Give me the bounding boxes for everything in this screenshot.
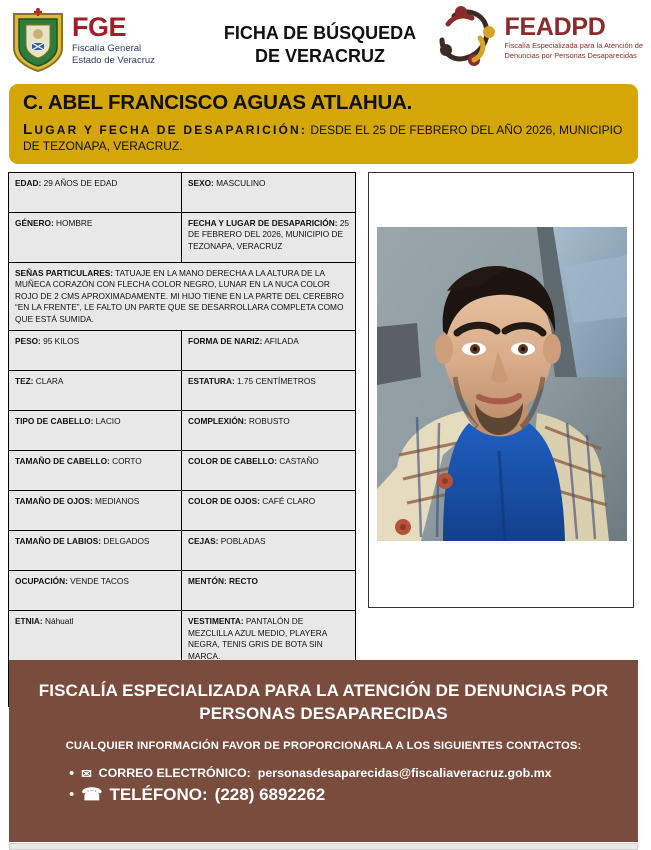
field-tamano-cabello-label: TAMAÑO DE CABELLO: <box>15 456 110 467</box>
feadpd-subtitle-line2: Denuncias por Personas Desaparecidas <box>504 50 637 60</box>
field-peso-label: PESO: <box>15 336 41 347</box>
feadpd-logo <box>434 6 643 68</box>
bottom-strip <box>9 843 638 850</box>
table-row <box>9 571 355 611</box>
field-color-cabello-label: COLOR DE CABELLO: <box>188 456 277 467</box>
fge-subtitle-line2: Estado de Veracruz <box>72 54 155 66</box>
list-bullet: • <box>69 786 75 804</box>
field-color-ojos-value: CAFÉ CLARO <box>259 496 316 507</box>
fge-acronym: FGE <box>72 12 127 43</box>
photo-frame <box>368 172 634 608</box>
field-edad <box>9 173 182 212</box>
envelope-icon: ✉ <box>81 766 92 781</box>
footer-contact-band <box>9 660 638 842</box>
field-sexo-value: MASCULINO <box>213 178 266 188</box>
field-estatura <box>182 371 355 410</box>
table-row <box>9 263 355 331</box>
field-tamano-labios-label: TAMAÑO DE LABIOS: <box>15 536 102 547</box>
field-sexo <box>182 173 355 212</box>
page-title <box>195 22 445 69</box>
person-details-table <box>8 172 356 707</box>
veracruz-state-shield-icon <box>10 8 66 72</box>
field-genero-label: GÉNERO: <box>15 218 54 228</box>
field-menton-label: MENTÓN: <box>188 576 227 587</box>
field-tez <box>9 371 182 410</box>
field-color-cabello <box>182 451 355 490</box>
field-tamano-ojos-label: TAMAÑO DE OJOS: <box>15 496 93 507</box>
page-title-line1: FICHA DE BÚSQUEDA <box>223 23 417 43</box>
field-estatura-value: 1.75 CENTÍMETROS <box>234 376 316 387</box>
field-tez-label: TEZ: <box>15 376 34 387</box>
field-genero <box>9 213 182 262</box>
table-row <box>9 491 355 531</box>
name-banner <box>9 84 638 164</box>
contact-phone-value[interactable]: (228) 6892262 <box>214 784 326 804</box>
person-photo <box>377 227 627 541</box>
table-row <box>9 451 355 491</box>
page-title-line2: DE VERACRUZ <box>254 46 385 67</box>
field-etnia <box>9 611 182 667</box>
field-menton <box>182 571 355 610</box>
field-genero-value: HOMBRE <box>53 218 93 228</box>
place-value: DESDE EL 25 DE FEBRERO DEL AÑO 2026, MUNICIPIO DE TEZONAPA, VERACRUZ. <box>23 122 623 154</box>
contact-phone-label: TELÉFONO: <box>109 784 208 804</box>
table-row <box>9 173 355 213</box>
field-menton-value: RECTO <box>226 576 258 587</box>
feadpd-acronym: FEADPD <box>504 12 606 41</box>
field-color-ojos-label: COLOR DE OJOS: <box>188 496 260 507</box>
field-complexion-value: ROBUSTO <box>246 416 290 427</box>
field-tamano-labios-value: DELGADOS <box>101 536 150 547</box>
field-senas-particulares <box>9 263 355 330</box>
field-edad-value: 29 AÑOS DE EDAD <box>41 178 118 188</box>
field-vestimenta-value: PANTALÓN DE MEZCLILLA AZUL MEDIO, PLAYERA NEGRA, TENIS GRIS DE BOTA SIN MARCA. <box>188 616 327 661</box>
field-tamano-ojos <box>9 491 182 530</box>
poster-header <box>0 0 651 82</box>
field-forma-nariz <box>182 331 355 370</box>
disappearance-place-line <box>23 120 624 155</box>
footer-subtitle: CUALQUIER INFORMACIÓN FAVOR DE PROPORCIONARLA A LOS SIGUIENTES CONTACTOS: <box>65 739 582 752</box>
field-tipo-cabello-value: LACIO <box>93 416 121 427</box>
field-senas-value: TATUAJE EN LA MANO DERECHA A LA ALTURA DE LA MUÑECA CORAZÓN CON FLECHA COLOR NEGRO, LUNAR EN LA NUCA COLOR ROJO DE 2 CMS APROXIMADAMENTE. MI HIJO TIENE EN LA PARTE DEL CEREBRO “EN LA FRENTE”, LE FALTO UN PARTE QUE SE DESARROLLARA COMPLETA COMO QUE ESTÁ SUMIDA. <box>15 268 344 324</box>
table-row <box>9 331 355 371</box>
field-edad-label: EDAD: <box>15 178 42 188</box>
field-fecha-lugar-value: 25 DE FEBRERO DEL 2026, MUNICIPIO DE TEZONAPA, VERACRUZ <box>188 218 350 251</box>
list-bullet: • <box>69 764 75 782</box>
footer-title-line1: FISCALÍA ESPECIALIZADA PARA LA ATENCIÓN DE DENUNCIAS POR <box>38 681 609 700</box>
table-row <box>9 371 355 411</box>
footer-title-line2: PERSONAS DESAPARECIDAS <box>199 703 448 723</box>
contact-phone[interactable] <box>69 785 620 805</box>
field-tamano-cabello-value: CORTO <box>109 456 142 467</box>
field-ocupacion-label: OCUPACIÓN: <box>15 576 68 587</box>
people-circle-icon <box>434 6 500 68</box>
contact-email[interactable] <box>69 766 620 781</box>
field-peso-value: 95 KILOS <box>40 336 80 347</box>
field-tamano-cabello <box>9 451 182 490</box>
field-tipo-cabello-label: TIPO DE CABELLO: <box>15 416 94 427</box>
field-color-cabello-value: CASTAÑO <box>276 456 319 467</box>
field-ocupacion-value: VENDE TACOS <box>67 576 129 587</box>
field-fecha-lugar <box>182 213 355 262</box>
fge-subtitle-line1: Fiscalía General <box>72 42 142 54</box>
contact-list <box>27 766 620 805</box>
field-complexion <box>182 411 355 450</box>
field-peso <box>9 331 182 370</box>
field-tamano-labios <box>9 531 182 570</box>
place-label-rest: UGAR Y FECHA DE DESAPARICIÓN: <box>34 122 308 137</box>
field-tez-value: CLARA <box>33 376 64 387</box>
field-vestimenta <box>182 611 355 667</box>
field-sexo-label: SEXO: <box>188 178 214 188</box>
field-cejas-label: CEJAS: <box>188 536 219 547</box>
contact-email-label: CORREO ELECTRÓNICO: <box>98 766 251 781</box>
field-fecha-lugar-label: FECHA Y LUGAR DE DESAPARICIÓN: <box>188 218 338 228</box>
field-tamano-ojos-value: MEDIANOS <box>92 496 140 507</box>
field-forma-nariz-value: AFILADA <box>262 336 299 347</box>
feadpd-subtitle-line1: Fiscalía Especializada para la Atención de <box>504 41 643 50</box>
field-forma-nariz-label: FORMA DE NARIZ: <box>188 336 263 347</box>
field-estatura-label: ESTATURA: <box>188 376 235 387</box>
field-etnia-label: ETNIA: <box>15 616 43 627</box>
telephone-icon: ☎ <box>81 784 103 804</box>
field-color-ojos <box>182 491 355 530</box>
field-complexion-label: COMPLEXIÓN: <box>188 416 247 427</box>
table-row <box>9 531 355 571</box>
field-tipo-cabello <box>9 411 182 450</box>
field-vestimenta-label: VESTIMENTA: <box>188 616 244 627</box>
place-label-capital: L <box>23 120 35 138</box>
table-row <box>9 411 355 451</box>
field-cejas-value: POBLADAS <box>218 536 266 547</box>
field-senas-label: SEÑAS PARTICULARES: <box>15 268 114 278</box>
field-cejas <box>182 531 355 570</box>
fge-logo <box>10 8 155 72</box>
contact-email-value[interactable]: personasdesaparecidas@fiscaliaveracruz.gob.mx <box>257 766 552 781</box>
person-name: C. ABEL FRANCISCO AGUAS ATLAHUA. <box>23 91 413 114</box>
table-row <box>9 213 355 263</box>
field-ocupacion <box>9 571 182 610</box>
field-etnia-value: Náhuatl <box>42 616 74 627</box>
footer-title <box>27 680 620 726</box>
